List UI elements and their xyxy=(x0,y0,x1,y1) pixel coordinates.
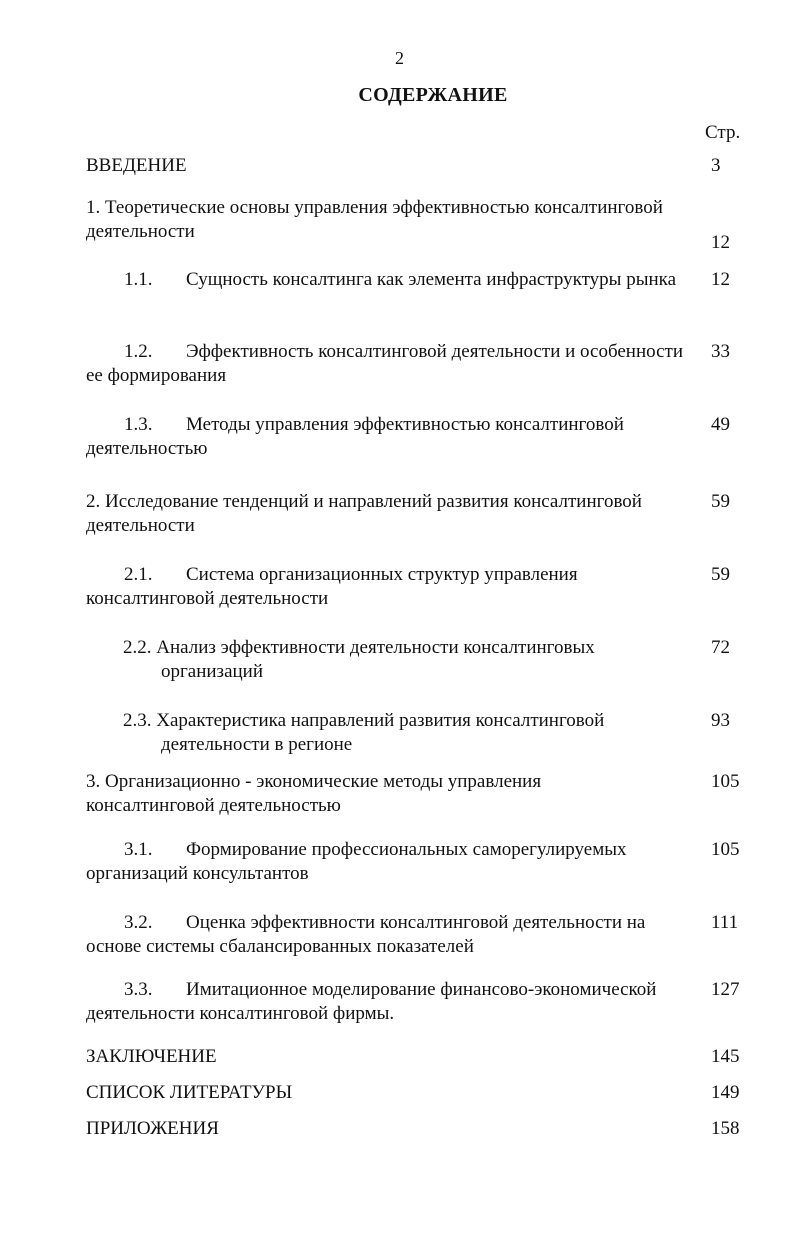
toc-entry-section-3-3 xyxy=(86,978,690,1026)
page-number: 2 xyxy=(395,48,404,68)
toc-entry-section-2-1 xyxy=(86,563,690,611)
toc-page-number: 93 xyxy=(711,710,730,731)
page-title: СОДЕРЖАНИЕ xyxy=(358,84,508,106)
toc-entry-text: Методы управления эффективностью консалтинговой деятельностью xyxy=(86,414,624,459)
toc-entry-section-2-2 xyxy=(86,636,690,684)
toc-entry-section-3-2 xyxy=(86,911,690,959)
toc-page-number: 59 xyxy=(711,564,730,585)
toc-section-number: 3.3. xyxy=(124,979,153,1000)
toc-page-number: 49 xyxy=(711,414,730,435)
toc-page-number: 3 xyxy=(711,155,721,176)
toc-entry-chapter-1 xyxy=(86,196,690,244)
toc-section-number: 3.1. xyxy=(124,839,153,860)
toc-entry-text: ВВЕДЕНИЕ xyxy=(86,155,187,176)
toc-entry-section-1-1 xyxy=(86,268,690,292)
toc-section-number: 3.2. xyxy=(124,912,153,933)
toc-page-number: 12 xyxy=(711,232,730,253)
toc-entry-chapter-3 xyxy=(86,770,566,818)
toc-section-number: 1.3. xyxy=(124,414,153,435)
toc-entry-section-1-2 xyxy=(86,340,690,388)
toc-page-number: 72 xyxy=(711,637,730,658)
toc-entry-section-2-3 xyxy=(86,709,690,757)
toc-entry-text: 2. Исследование тенденций и направлений развития консалтинговой деятельности xyxy=(86,491,642,536)
toc-page-number: 12 xyxy=(711,269,730,290)
toc-entry-chapter-2 xyxy=(86,490,690,538)
toc-section-number: 2.1. xyxy=(124,564,153,585)
toc-section-number: 1.1. xyxy=(124,269,153,290)
toc-entry-text: Оценка эффективности консалтинговой деятельности на основе системы сбалансированных показателей xyxy=(86,912,646,957)
toc-entry-text: Формирование профессиональных саморегулируемых организаций консультантов xyxy=(86,839,627,884)
toc-entry-section-3-1 xyxy=(86,838,690,886)
toc-entry-text: 3. Организационно - экономические методы управления консалтинговой деятельностью xyxy=(86,771,542,816)
toc-entry-introduction xyxy=(86,154,690,178)
toc-page-number: 111 xyxy=(711,912,739,933)
toc-entry-text: Сущность консалтинга как элемента инфраструктуры рынка xyxy=(186,269,677,290)
toc-page-number: 59 xyxy=(711,491,730,512)
toc-section-number: 2.2. xyxy=(123,637,152,658)
toc-entry-text: Характеристика направлений развития консалтинговой деятельности в регионе xyxy=(156,710,605,755)
toc-entry-text: СПИСОК ЛИТЕРАТУРЫ xyxy=(86,1082,293,1103)
toc-page-number: 145 xyxy=(711,1046,740,1067)
toc-page-number: 105 xyxy=(711,771,740,792)
toc-entry-text: 1. Теоретические основы управления эффективностью консалтинговой деятельности xyxy=(86,197,663,242)
toc-entry-text: ЗАКЛЮЧЕНИЕ xyxy=(86,1046,217,1067)
toc-page-number: 33 xyxy=(711,341,730,362)
toc-entry-text: ПРИЛОЖЕНИЯ xyxy=(86,1118,219,1139)
toc-page-number: 127 xyxy=(711,979,740,1000)
toc-entry-bibliography xyxy=(86,1081,690,1105)
toc-entry-text: Эффективность консалтинговой деятельности и особенности ее формирования xyxy=(86,341,684,386)
toc-page-number: 105 xyxy=(711,839,740,860)
toc-entry-conclusion xyxy=(86,1045,690,1069)
toc-entry-text: Анализ эффективности деятельности консалтинговых организаций xyxy=(156,637,595,682)
toc-entry-text: Имитационное моделирование финансово-экономической деятельности консалтинговой фирмы. xyxy=(86,979,657,1024)
toc-entry-appendices xyxy=(86,1117,690,1141)
toc-entry-text: Система организационных структур управления консалтинговой деятельности xyxy=(86,564,578,609)
toc-page-number: 149 xyxy=(711,1082,740,1103)
pages-column-label: Стр. xyxy=(705,122,741,143)
toc-page-number: 158 xyxy=(711,1118,740,1139)
toc-section-number: 1.2. xyxy=(124,341,153,362)
toc-section-number: 2.3. xyxy=(123,710,152,731)
toc-entry-section-1-3 xyxy=(86,413,690,461)
